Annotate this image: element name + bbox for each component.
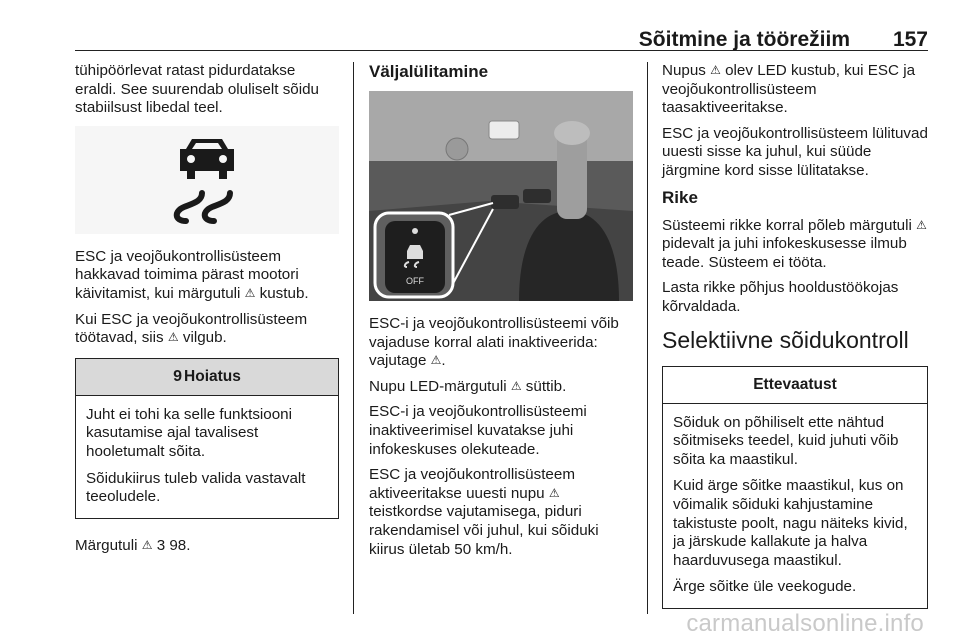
- caution-body: [663, 404, 927, 608]
- caution-box: [662, 366, 928, 609]
- esc-off-button-icon: ⚠: [430, 353, 442, 368]
- caution-text: Ärge sõitke üle veekogude.: [673, 578, 857, 596]
- paragraph: Kui ESC ja veojõukontrollisüsteem töötavad, siis ⚠ vilgub.: [75, 310, 308, 347]
- header-rule: [75, 50, 928, 51]
- paragraph: Märgutuli ⚠ 3 98.: [75, 536, 191, 554]
- paragraph: Lasta rikke põhjus hooldustöökojas kõrvaldada.: [662, 279, 899, 315]
- esc-off-button-icon: ⚠: [710, 63, 721, 77]
- page-number: 157: [892, 28, 928, 51]
- watermark: carmanualsonline.info: [686, 610, 924, 637]
- paragraph: Nupus ⚠ olev LED kustub, kui ESC ja veojõukontrollisüsteem taasaktiveeritakse.: [662, 62, 916, 117]
- esc-off-button-icon: ⚠: [548, 485, 560, 500]
- paragraph: Nupu LED-märgutuli ⚠ süttib.: [369, 377, 567, 395]
- paragraph: tühipöörlevat ratast pidurdatakse eraldi. See suurendab oluliselt sõidu stabiilsust libedal teel.: [75, 62, 320, 117]
- section-heading: Väljalülitamine: [369, 62, 489, 81]
- paragraph: ESC ja veojõukontrollisüsteem hakkavad toimima pärast mootori käivitamist, kui märgutuli ⚠ kustub.: [75, 247, 309, 302]
- caution-text: Sõiduk on põhiliselt ette nähtud sõitmiseks teedel, kuid juhuti võib sõita ka maastikul.: [673, 413, 899, 468]
- paragraph: ESC-i ja veojõukontrollisüsteemi võib vajaduse korral alati inaktiveerida: vajutage ⚠.: [369, 315, 619, 370]
- traction-control-indicator-icon: ⚠: [916, 217, 927, 232]
- console-photo: [369, 91, 633, 301]
- traction-control-illustration: [75, 126, 339, 234]
- chapter-title: Sõitmine ja töörežiim: [638, 28, 850, 51]
- caution-title: Ettevaatust: [753, 375, 837, 393]
- column-3: [662, 62, 928, 627]
- column-1: [75, 62, 339, 562]
- warning-header: [76, 359, 338, 396]
- esc-button-photo: [369, 91, 633, 301]
- warning-title: Hoiatus: [184, 367, 241, 385]
- off-label: OFF: [406, 276, 424, 286]
- page-header: [75, 28, 928, 50]
- esc-off-button-icon: ⚠: [510, 378, 522, 393]
- caution-text: Kuid ärge sõitke maastikul, kus on võimalik sõiduki kahjustamine takistuste poolt, nagu näiteks kivid, ja järskude kallakute ja halva haarduvusega maastikul.: [673, 477, 908, 569]
- paragraph: ESC ja veojõukontrollisüsteem aktiveeritakse uuesti nupu ⚠ teistkordse vajutamisega, piduri rakendamisel või juhul, kui sõiduki kiirus ületab 50 km/h.: [369, 466, 599, 558]
- traction-control-indicator-icon: ⚠: [244, 285, 256, 300]
- column-2: [369, 62, 633, 566]
- traction-control-indicator-icon: ⚠: [167, 330, 179, 345]
- warning-box: [75, 358, 339, 519]
- section-heading: Rike: [662, 187, 698, 207]
- warning-icon: 9: [173, 367, 183, 385]
- warning-text: Juht ei tohi ka selle funktsiooni kasutamise ajal tavalisest hooletumalt sõita.: [86, 405, 292, 460]
- page-reference: 3 98.: [156, 536, 191, 554]
- paragraph: ESC-i ja veojõukontrollisüsteemi inaktiveerimisel kuvatakse juhi infokeskuses olekuteade.: [369, 403, 587, 458]
- warning-text: Sõidukiirus tuleb valida vastavalt teeoludele.: [86, 469, 306, 506]
- chapter-heading: Selektiivne sõidukontroll: [662, 326, 909, 353]
- traction-control-indicator-icon: ⚠: [141, 537, 153, 552]
- caution-header: [663, 367, 927, 404]
- paragraph: Süsteemi rikke korral põleb märgutuli ⚠ pidevalt ja juhi infokeskusesse ilmub teade. Süsteem ei tööta.: [662, 216, 927, 271]
- skidding-car-icon: [172, 135, 242, 225]
- paragraph: ESC ja veojõukontrollisüsteem lülituvad uuesti sisse ka juhul, kui süüde järgmine kord sisse lülitatakse.: [662, 124, 928, 179]
- column-divider: [353, 62, 354, 614]
- column-divider: [647, 62, 648, 614]
- warning-body: [76, 396, 338, 518]
